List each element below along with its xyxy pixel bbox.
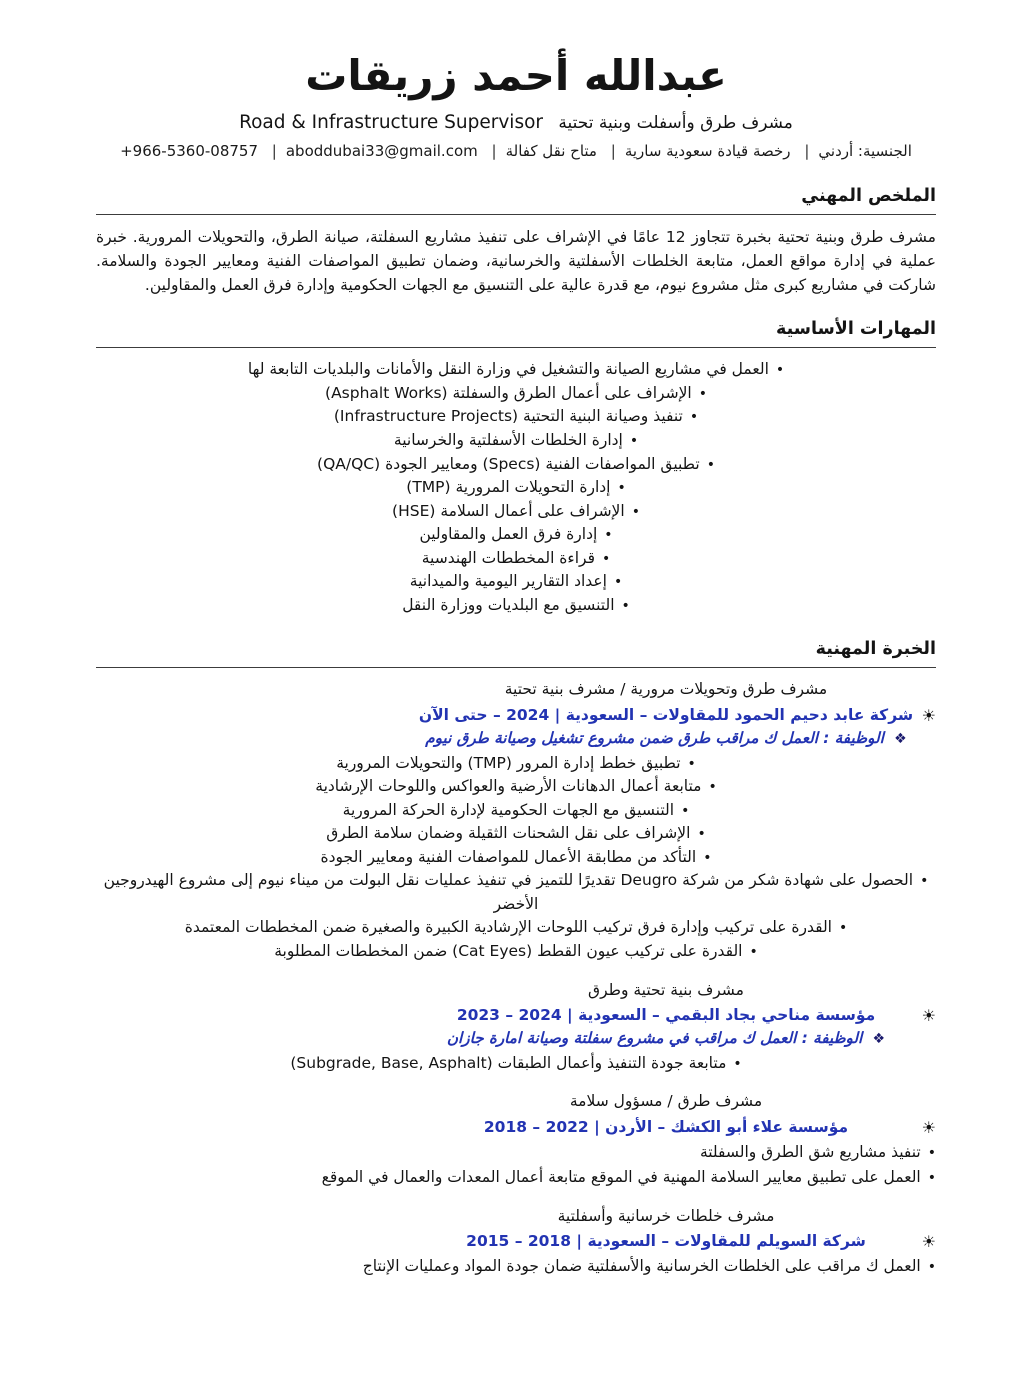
job-bullets [96, 1052, 936, 1076]
bullet-icon: • [689, 409, 699, 426]
bullet-icon: • [927, 1144, 936, 1161]
diamond-icon: ❖ [894, 730, 907, 747]
bullet-item [96, 799, 936, 823]
bullet-item [96, 775, 936, 799]
company-line [96, 1003, 936, 1027]
bullet-icon: • [698, 385, 707, 402]
contact-separator: | [610, 142, 616, 161]
skill-item [96, 547, 936, 571]
contact-item [483, 142, 597, 160]
company-line [96, 1229, 936, 1253]
subtitle-line [96, 112, 936, 133]
contact-item-text: متاح نقل كفالة [505, 142, 597, 161]
position-line [96, 727, 936, 750]
experience-section-title: الخبرة المهنية [96, 639, 936, 668]
skill-item [96, 500, 936, 524]
skill-item-text: الإشراف على أعمال الطرق والسفلتة (Asphalt Works) [325, 383, 692, 402]
contact-line [96, 142, 936, 160]
company-name: مؤسسة علاء أبو الكشك – الأردن | 2022 – 2018 [483, 1117, 849, 1136]
job-bullets [96, 1255, 936, 1279]
skills-section-title: المهارات الأساسية [96, 319, 936, 348]
bullet-item [96, 916, 936, 940]
skill-item [96, 523, 936, 547]
contact-item [263, 142, 478, 160]
company-name: شركة السويلم للمقاولات – السعودية | 2018 – 2015 [466, 1231, 866, 1250]
contact-separator: | [804, 142, 810, 161]
bullet-icon: • [749, 944, 758, 960]
company-line [96, 1115, 936, 1139]
skill-item [96, 405, 936, 429]
bullet-text: العمل على تطبيق معايير السلامة المهنية في الموقع متابعة أعمال المعدات والعمال في الموقع [321, 1168, 921, 1187]
contact-item [120, 142, 258, 160]
contact-item-text: رخصة قيادة سعودية سارية [624, 142, 791, 161]
job-entry [96, 979, 936, 1076]
bullet-text: متابعة جودة التنفيذ وأعمال الطبقات (Subgrade, Base, Asphalt) [290, 1053, 727, 1072]
bullet-icon: • [927, 1170, 936, 1187]
job-bullets [96, 1141, 936, 1190]
bullet-text: التنسيق مع الجهات الحكومية لإدارة الحركة المرورية [342, 800, 675, 819]
bullet-text: العمل ك مراقب على الخلطات الخرسانية والأسفلتية ضمان جودة المواد وعمليات الإنتاج [362, 1256, 921, 1275]
skill-item [96, 382, 936, 406]
bullet-item [96, 1166, 936, 1190]
sun-icon: ☀ [921, 1005, 936, 1025]
bullet-icon: • [920, 873, 929, 890]
skill-item-text: التنسيق مع البلديات ووزارة النقل [402, 595, 615, 614]
skill-item [96, 453, 936, 477]
bullet-icon: • [708, 779, 717, 796]
bullet-icon: • [601, 550, 611, 567]
bullet-icon: • [733, 1055, 742, 1072]
bullet-icon: • [621, 597, 630, 614]
bullet-text: تطبيق خطط إدارة المرور (TMP) والتحويلات المرورية [336, 753, 681, 772]
summary-section [96, 186, 936, 297]
summary-paragraph: مشرف طرق وبنية تحتية بخبرة تتجاوز 12 عامًا في الإشراف على تنفيذ مشاريع السفلتة، صيانة الطرق، والتحويلات المرورية. خبرة عملية في إدارة مواقع العمل، متابعة الخلطات الأسفلتية والخرسانية، وضمان تطبيق المواصفات الفنية ومعايير الجودة والسلامة. شاركت في مشاريع كبرى مثل مشروع نيوم، مع قدرة عالية على التنسيق مع الجهات الحكومية وإدارة فرق العمل والمقاولين. [96, 228, 936, 295]
bullet-icon: • [703, 849, 712, 866]
skill-item [96, 429, 936, 453]
contact-item-text: الجنسية: أردني [818, 142, 912, 161]
bullet-item [96, 752, 936, 776]
subtitle-arabic: مشرف طرق وأسفلت وبنية تحتية [558, 113, 793, 134]
bullet-icon: • [927, 1258, 936, 1275]
contact-separator: | [491, 142, 497, 161]
bullet-icon: • [681, 802, 690, 819]
skill-item-text: تنفيذ وصيانة البنية التحتية (Infrastructure Projects) [333, 407, 683, 426]
bullet-icon: • [775, 362, 785, 379]
bullet-item [96, 1255, 936, 1279]
bullet-icon: • [687, 755, 696, 772]
name-title: عبدالله أحمد زريقات [305, 51, 727, 100]
skill-item-text: إدارة فرق العمل والمقاولين [419, 525, 598, 544]
company-line [96, 703, 936, 727]
bullet-text: القدرة على تركيب وإدارة فرق تركيب اللوحات الإرشادية الكبيرة والصغيرة ضمن المخططات المعتمدة [184, 918, 832, 937]
experience-section [96, 639, 936, 1278]
skill-item-text: إعداد التقارير اليومية والميدانية [409, 572, 607, 591]
position-line [96, 1027, 936, 1050]
bullet-icon: • [706, 456, 715, 473]
skill-item [96, 570, 936, 594]
bullet-item [96, 1141, 936, 1165]
skill-item-text: الإشراف على أعمال السلامة (HSE) [392, 501, 625, 520]
sun-icon: ☀ [921, 705, 936, 725]
skill-item [96, 476, 936, 500]
bullet-item [96, 846, 936, 870]
diamond-icon: ❖ [872, 1030, 886, 1047]
bullet-text: الحصول على شهادة شكر من شركة Deugro تقديرًا للتميز في تنفيذ عمليات نقل البولت من ميناء نيوم إلى مشروع الهيدروجين الأخضر [103, 871, 914, 913]
sun-icon: ☀ [921, 1231, 936, 1251]
skill-item-text: قراءة المخططات الهندسية [421, 548, 595, 567]
contact-item-text: +966-5360-08757 [120, 142, 259, 161]
bullet-icon: • [629, 432, 639, 449]
position-text: الوظيفة : العمل ك مراقب في مشروع سفلتة وصيانة امارة جازان [446, 1028, 863, 1047]
contact-item-text: aboddubai33@gmail.com [285, 142, 478, 161]
bullet-icon: • [604, 527, 613, 544]
contact-separator: | [271, 142, 277, 161]
sun-icon: ☀ [921, 1117, 936, 1137]
job-title: مشرف بنية تحتية وطرق [588, 980, 744, 999]
company-name: شركة عابد دحيم الحمود للمقاولات – السعودية | 2024 – حتى الآن [418, 705, 914, 724]
job-title: مشرف طرق وتحويلات مرورية / مشرف بنية تحتية [504, 680, 828, 699]
job-title: مشرف طرق / مسؤول سلامة [569, 1092, 763, 1111]
bullet-item [96, 869, 936, 916]
bullet-text: القدرة على تركيب عيون القطط (Cat Eyes) ضمن المخططات المطلوبة [274, 942, 743, 960]
contact-item [795, 142, 912, 160]
summary-section-title: الملخص المهني [96, 186, 936, 215]
bullet-icon: • [697, 826, 706, 843]
bullet-icon: • [617, 480, 626, 497]
subtitle-english: Road & Infrastructure Supervisor [239, 112, 544, 134]
job-bullets [96, 752, 936, 964]
bullet-icon: • [631, 503, 640, 520]
job-entry [96, 678, 936, 963]
bullet-icon: • [613, 574, 623, 591]
skills-section [96, 319, 936, 617]
contact-item [602, 142, 791, 160]
position-text: الوظيفة : العمل ك مراقب طرق ضمن مشروع تشغيل وصيانة طرق نيوم [425, 728, 884, 747]
bullet-item [96, 822, 936, 846]
skill-item-text: تطبيق المواصفات الفنية (Specs) ومعايير الجودة (QA/QC) [317, 454, 700, 473]
job-entry [96, 1090, 936, 1189]
job-title: مشرف خلطات خرسانية وأسفلتية [557, 1206, 775, 1225]
bullet-icon: • [839, 920, 848, 937]
company-name: مؤسسة مناحي بجاد البقمي – السعودية | 2024 – 2023 [456, 1005, 876, 1024]
bullet-item [96, 940, 936, 964]
bullet-text: التأكد من مطابقة الأعمال للمواصفات الفنية ومعايير الجودة [320, 847, 697, 866]
skills-list [96, 358, 936, 617]
skill-item-text: العمل في مشاريع الصيانة والتشغيل في وزارة النقل والأمانات والبلديات التابعة لها [247, 360, 769, 379]
skill-item [96, 594, 936, 618]
bullet-text: متابعة أعمال الدهانات الأرضية والعواكس واللوحات الإرشادية [315, 777, 702, 796]
skill-item-text: إدارة التحويلات المرورية (TMP) [406, 478, 611, 497]
skill-item [96, 358, 936, 382]
skill-item-text: إدارة الخلطات الأسفلتية والخرسانية [393, 430, 623, 449]
bullet-text: تنفيذ مشاريع شق الطرق والسفلتة [699, 1142, 921, 1161]
bullet-text: الإشراف على نقل الشحنات الثقيلة وضمان سلامة الطرق [326, 824, 691, 843]
bullet-item [96, 1052, 936, 1076]
job-entry [96, 1205, 936, 1279]
